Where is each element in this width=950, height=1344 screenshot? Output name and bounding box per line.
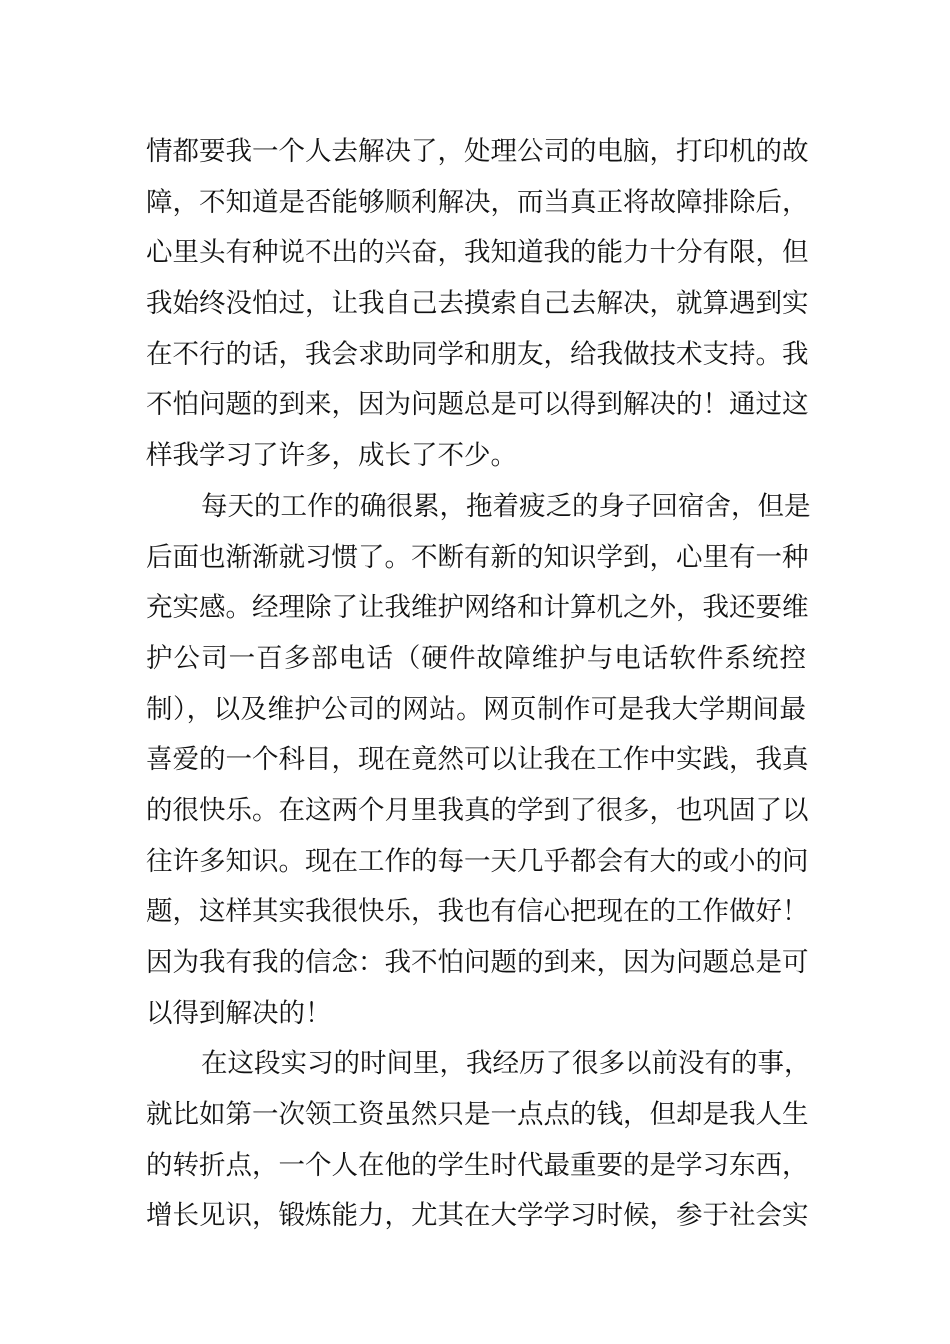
text-line: 就比如第一次领工资虽然只是一点点的钱，但却是我人生	[146, 1099, 809, 1131]
text-line: 后面也渐渐就习惯了。不断有新的知识学到，心里有一种	[146, 541, 809, 573]
text-line: 喜爱的一个科目，现在竟然可以让我在工作中实践，我真	[146, 744, 809, 776]
text-line: 增长见识，锻炼能力，尤其在大学学习时候，参于社会实	[146, 1200, 809, 1232]
text-line: 的转折点，一个人在他的学生时代最重要的是学习东西，	[146, 1149, 809, 1181]
paragraph-first-line: 每天的工作的确很累，拖着疲乏的身子回宿舍，但是	[201, 490, 811, 522]
text-line: 样我学习了许多，成长了不少。	[146, 440, 517, 472]
text-line: 心里头有种说不出的兴奋，我知道我的能力十分有限，但	[146, 237, 809, 269]
text-line: 以得到解决的！	[146, 997, 332, 1029]
text-line: 制），以及维护公司的网站。网页制作可是我大学期间最	[146, 693, 806, 725]
text-line: 我始终没怕过，让我自己去摸索自己去解决，就算遇到实	[146, 288, 809, 320]
text-line: 护公司一百多部电话（硬件故障维护与电话软件系统控	[146, 642, 806, 674]
body-text	[146, 127, 811, 1242]
text-line: 往许多知识。现在工作的每一天几乎都会有大的或小的问	[146, 845, 809, 877]
text-line: 在不行的话，我会求助同学和朋友，给我做技术支持。我	[146, 338, 809, 370]
text-line: 情都要我一个人去解决了，处理公司的电脑，打印机的故	[146, 136, 809, 167]
text-line: 因为我有我的信念：我不怕问题的到来，因为问题总是可	[146, 947, 809, 978]
paragraph-first-line: 在这段实习的时间里，我经历了很多以前没有的事，	[201, 1048, 811, 1080]
text-line: 不怕问题的到来，因为问题总是可以得到解决的！通过这	[146, 389, 809, 421]
text-line: 充实感。经理除了让我维护网络和计算机之外，我还要维	[146, 592, 809, 624]
text-line: 障，不知道是否能够顺利解决，而当真正将故障排除后，	[146, 186, 809, 218]
text-line: 的很快乐。在这两个月里我真的学到了很多，也巩固了以	[146, 794, 809, 826]
text-line: 题，这样其实我很快乐，我也有信心把现在的工作做好！	[146, 896, 809, 928]
